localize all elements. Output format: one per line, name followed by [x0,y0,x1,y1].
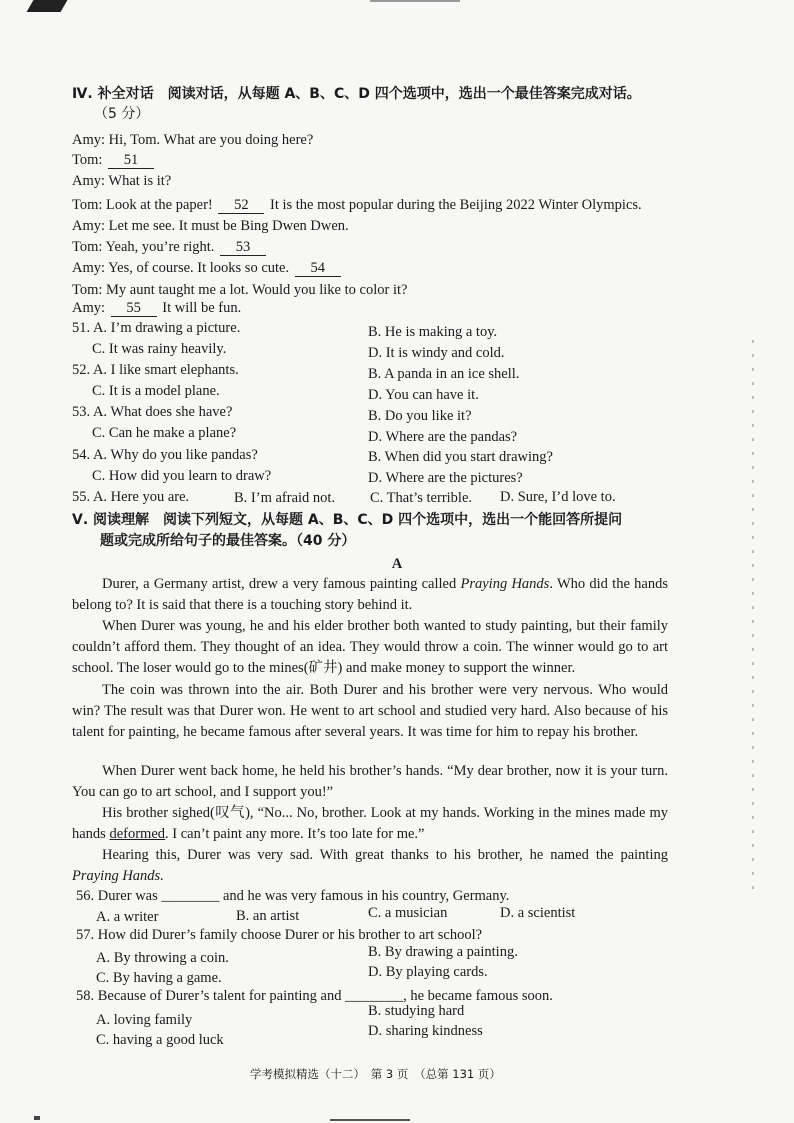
passage-paragraph-4: When Durer went back home, he held his brother’s hands. “My dear brother, now it is your turn. You can go to art school, and I support you!” [72,763,668,800]
answer-blank-51[interactable]: 51 [108,152,154,169]
passage-paragraph-5: His brother sighed(叹气), “No... No, brother. Look at my hands. Working in the mines made my hands deformed. I can’t paint any more. It’s too late for me.” [72,805,668,842]
option-58c[interactable]: C. having a good luck [96,1032,224,1048]
passage-label: A [391,556,403,572]
dialogue-line: Amy: Hi, Tom. What are you doing here? [72,132,314,148]
option-52a[interactable]: 52. A. I like smart elephants. [72,362,239,378]
section-4-score: （5 分） [94,106,150,122]
dialogue-line: Amy: 55 It will be fun. [72,300,242,316]
option-54b[interactable]: B. When did you start drawing? [368,449,553,465]
dialogue-line: Tom: My aunt taught me a lot. Would you like to color it? [72,282,408,298]
option-57d[interactable]: D. By playing cards. [368,964,488,980]
option-56b[interactable]: B. an artist [236,908,300,924]
dialogue-line: Tom: 51 [72,150,156,170]
option-54c[interactable]: C. How did you learn to draw? [92,468,272,484]
option-52c[interactable]: C. It is a model plane. [92,383,220,399]
passage-paragraph-3: The coin was thrown into the air. Both Durer and his brother were very nervous. Who would win? The result was that Durer won. He went to art school and studied very hard. Also because of his talent for painting, he became famous after several years. It was time for him to repay his brother. [72,682,668,740]
option-54a[interactable]: 54. A. Why do you like pandas? [72,447,258,463]
option-52b[interactable]: B. A panda in an ice shell. [368,366,520,382]
option-57c[interactable]: C. By having a game. [96,970,222,986]
option-53b[interactable]: B. Do you like it? [368,408,472,424]
option-51a[interactable]: 51. A. I’m drawing a picture. [72,320,241,336]
option-56d[interactable]: D. a scientist [500,905,576,921]
painting-title: Praying Hands [460,576,550,592]
option-55d[interactable]: D. Sure, I’d love to. [500,489,616,505]
answer-blank-52[interactable]: 52 [218,197,264,214]
option-56c[interactable]: C. a musician [368,905,448,921]
passage-paragraph-6: Hearing this, Durer was very sad. With great thanks to his brother, he named the painting Praying Hands. [72,847,668,884]
option-54d[interactable]: D. Where are the pictures? [368,470,523,486]
section-5-heading: Ⅴ. 阅读理解 阅读下列短文，从每题 A、B、C、D 四个选项中，选出一个能回答所提问 [72,512,623,528]
option-56a[interactable]: A. a writer [96,909,159,925]
passage-paragraph-2: When Durer was young, he and his elder brother both wanted to study painting, but their family couldn’t afford them. They thought of an idea. They would throw a coin. The winner would go to art school. The loser would go to the mines(矿井) and make money to support the winner. [72,618,668,676]
section-4-heading: Ⅳ. 补全对话 阅读对话，从每题 A、B、C、D 四个选项中，选出一个最佳答案完成对话。 [72,86,641,102]
option-58d[interactable]: D. sharing kindness [368,1023,483,1039]
option-51c[interactable]: C. It was rainy heavily. [92,341,227,357]
question-58-stem: 58. Because of Durer’s talent for painting and ________, he became famous soon. [76,988,553,1004]
section-5-heading-cont: 题或完成所给句子的最佳答案。（40 分） [100,533,356,549]
question-56-stem: 56. Durer was ________ and he was very famous in his country, Germany. [76,888,510,904]
option-52d[interactable]: D. You can have it. [368,387,479,403]
option-57a[interactable]: A. By throwing a coin. [96,950,229,966]
question-57-stem: 57. How did Durer’s family choose Durer or his brother to art school? [76,927,483,943]
dialogue-line: Amy: Let me see. It must be Bing Dwen Dwen. [72,218,349,234]
option-55b[interactable]: B. I’m afraid not. [234,490,336,506]
answer-blank-54[interactable]: 54 [295,260,341,277]
answer-blank-53[interactable]: 53 [220,239,266,256]
dialogue-line: Amy: Yes, of course. It looks so cute. 54 [72,258,343,278]
page-footer: 学考模拟精选（十二） 第 3 页 （总第 131 页） [250,1067,501,1081]
option-51d[interactable]: D. It is windy and cold. [368,345,505,361]
option-58a[interactable]: A. loving family [96,1012,193,1028]
dialogue-line: Amy: What is it? [72,173,172,189]
dialogue-line: Tom: Look at the paper! 52 It is the most popular during the Beijing 2022 Winter Olympics. [72,197,642,213]
option-53d[interactable]: D. Where are the pandas? [368,429,518,445]
dialogue-line: Tom: Yeah, you’re right. 53 [72,237,268,257]
option-55a[interactable]: 55. A. Here you are. [72,489,190,505]
answer-blank-55[interactable]: 55 [111,300,157,317]
option-53c[interactable]: C. Can he make a plane? [92,425,237,441]
passage-paragraph-1: Durer, a Germany artist, drew a very famous painting called Praying Hands. Who did the hands belong to? It is said that there is a touching story behind it. [72,576,668,613]
underlined-word: deformed [109,826,166,842]
option-53a[interactable]: 53. A. What does she have? [72,404,233,420]
option-55c[interactable]: C. That’s terrible. [370,490,473,506]
painting-title: Praying Hands. [72,868,164,884]
option-51b[interactable]: B. He is making a toy. [368,324,498,340]
option-57b[interactable]: B. By drawing a painting. [368,944,518,960]
option-58b[interactable]: B. studying hard [368,1003,465,1019]
